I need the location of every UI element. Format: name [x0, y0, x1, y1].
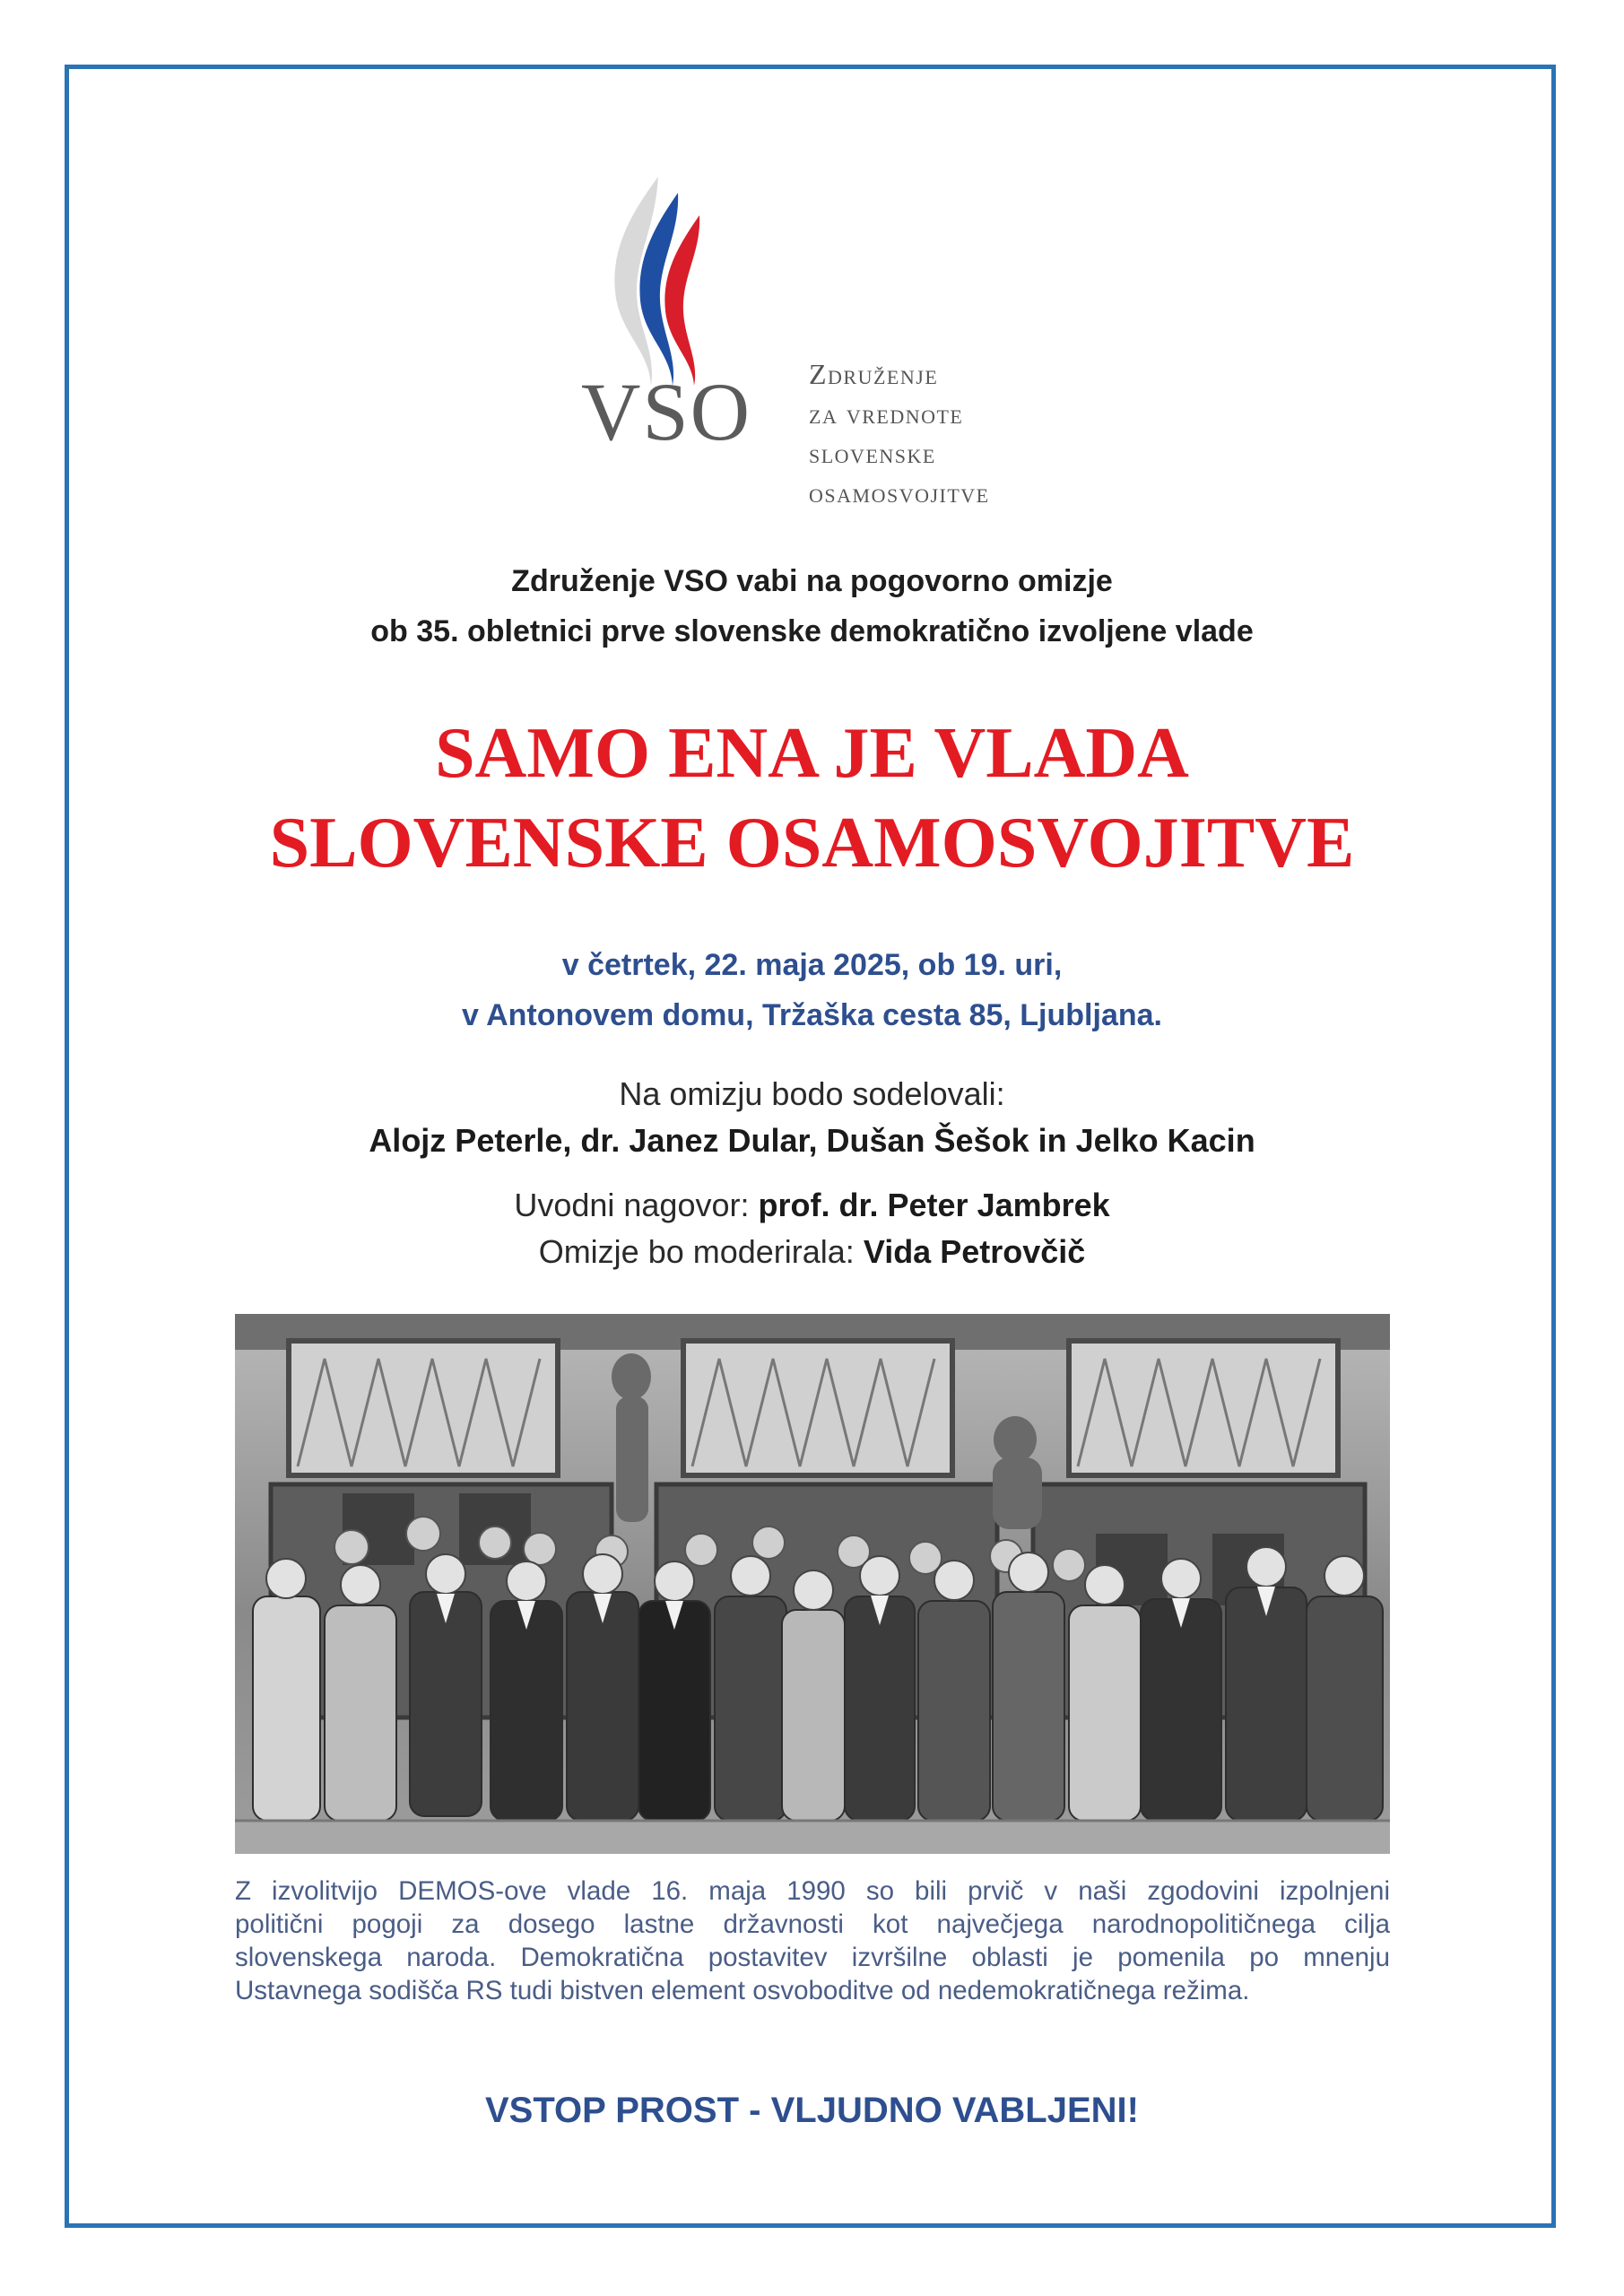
- moderator-label: Omizje bo moderirala:: [538, 1233, 855, 1270]
- logo-name-line: osamosvojitve: [809, 476, 990, 509]
- government-group-photo: [235, 1314, 1390, 1854]
- note-line: Ustavnega sodišča RS tudi bistven element osvoboditve od nedemokratičnega režima.: [235, 1976, 1250, 2005]
- panel-label: Na omizju bodo sodelovali:: [619, 1075, 1005, 1112]
- event-headline: [0, 709, 1624, 888]
- intro-speaker-line: [0, 1182, 1624, 1229]
- intro-line: Združenje VSO vabi na pogovorno omizje: [511, 564, 1113, 598]
- moderator-name: Vida Petrovčič: [863, 1233, 1086, 1270]
- intro-speaker-label: Uvodni nagovor:: [514, 1187, 750, 1223]
- historical-note: [235, 1874, 1390, 2007]
- vso-logo: [574, 175, 1076, 516]
- group-photo-image: [235, 1314, 1390, 1854]
- event-roles: [0, 1182, 1624, 1275]
- event-date: v četrtek, 22. maja 2025, ob 19. uri,: [561, 948, 1063, 982]
- note-line: slovenskega naroda. Demokratična postavitev izvršilne oblasti je pomenila po mnenju: [235, 1943, 1390, 1972]
- logo-organization-name: [809, 354, 990, 512]
- logo-name-line: Združenje: [809, 358, 939, 390]
- free-entry-notice: VSTOP PROST - VLJUDNO VABLJENI!: [484, 2091, 1139, 2130]
- invitation-intro: [0, 556, 1624, 657]
- note-line: politični pogoji za dosego lastne državnosti kot največjega narodnopolitičnega cilja: [235, 1909, 1390, 1939]
- logo-abbreviation: VSO: [581, 366, 752, 457]
- logo-name-line: za vrednote: [809, 397, 964, 430]
- event-details: [0, 940, 1624, 1040]
- intro-speaker-name: prof. dr. Peter Jambrek: [758, 1187, 1110, 1223]
- flame-logo-icon: [606, 175, 718, 386]
- moderator-line: [0, 1229, 1624, 1275]
- intro-line: ob 35. obletnici prve slovenske demokratično izvoljene vlade: [370, 614, 1254, 648]
- logo-name-line: slovenske: [809, 437, 936, 469]
- headline-line: SLOVENSKE OSAMOSVOJITVE: [269, 804, 1355, 883]
- note-line: Z izvolitvijo DEMOS-ove vlade 16. maja 1990 so bili prvič v naši zgodovini izpolnjeni: [235, 1876, 1390, 1906]
- panel-participants: Alojz Peterle, dr. Janez Dular, Dušan Šešok in Jelko Kacin: [369, 1122, 1255, 1159]
- headline-line: SAMO ENA JE VLADA: [435, 714, 1189, 793]
- event-venue: v Antonovem domu, Tržaška cesta 85, Ljubljana.: [462, 998, 1162, 1032]
